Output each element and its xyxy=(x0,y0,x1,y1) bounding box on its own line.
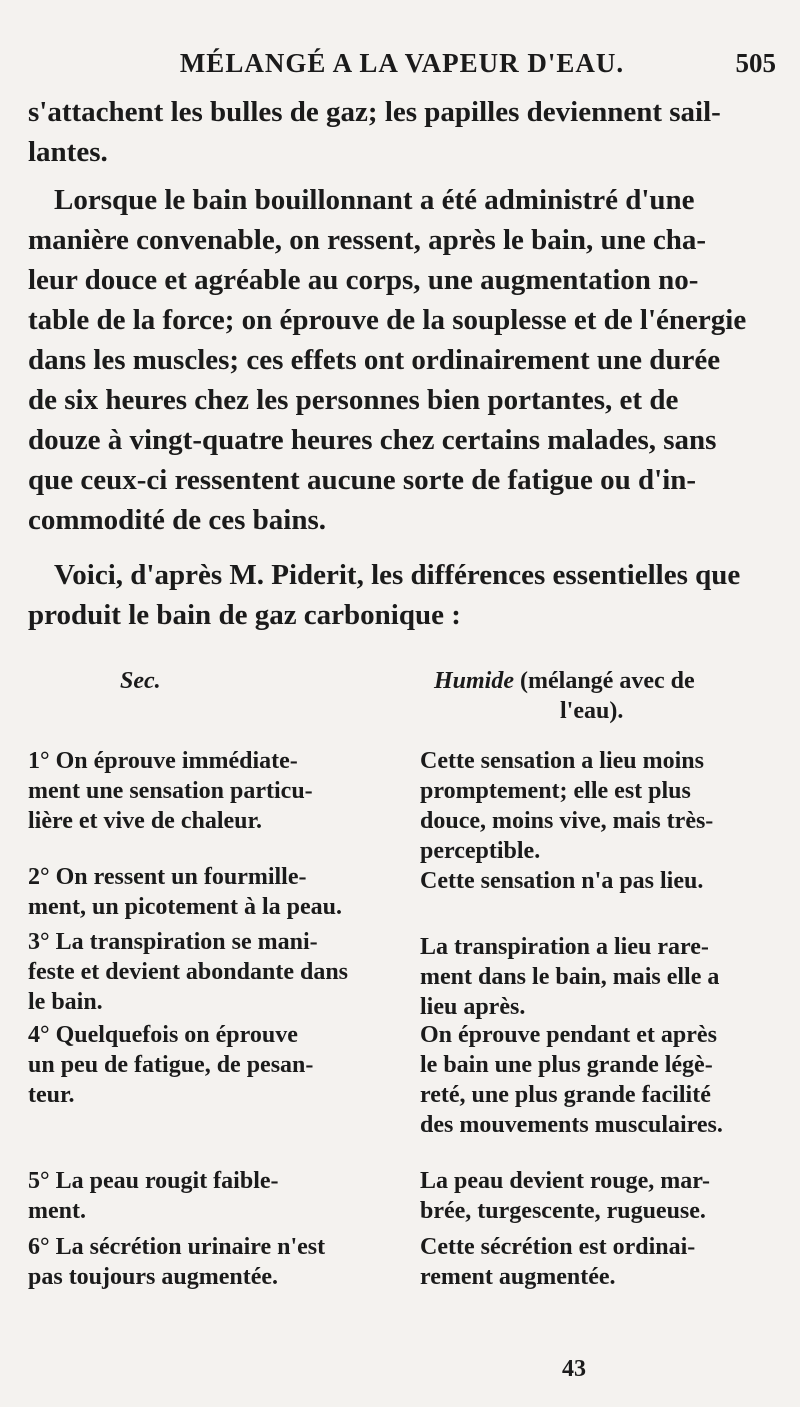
text-line: lieu après. xyxy=(420,994,526,1020)
text-line: dans les muscles; ces effets ont ordinairement une durée xyxy=(28,344,721,376)
text-line: 1° On éprouve immédiate- xyxy=(28,748,298,774)
text-line: Voici, d'après M. Piderit, les différences essentielles que xyxy=(54,559,741,591)
running-header xyxy=(28,48,776,88)
column-header-humid-italic: Humide xyxy=(434,668,515,694)
text-line: de six heures chez les personnes bien portantes, et de xyxy=(28,384,679,416)
text-line: On éprouve pendant et après xyxy=(420,1022,717,1048)
text-line: Cette sécrétion est ordinai- xyxy=(420,1234,696,1260)
text-line: feste et devient abondante dans xyxy=(28,959,349,985)
text-line: Cette sensation n'a pas lieu. xyxy=(420,868,704,894)
humid-entry-3 xyxy=(420,932,780,1022)
text-line: douce, moins vive, mais très- xyxy=(420,808,714,834)
text-line: 4° Quelquefois on éprouve xyxy=(28,1022,298,1048)
text-line: des mouvements musculaires. xyxy=(420,1112,723,1138)
text-line: commodité de ces bains. xyxy=(28,504,327,536)
running-title: MÉLANGÉ A LA VAPEUR D'EAU. xyxy=(179,48,625,78)
text-line: 2° On ressent un fourmille- xyxy=(28,864,307,890)
humid-entry-6 xyxy=(420,1232,780,1292)
humid-entry-4 xyxy=(420,1020,780,1140)
text-line: Lorsque le bain bouillonnant a été administré d'une xyxy=(54,184,695,216)
dry-entry-4 xyxy=(28,1020,393,1110)
dry-entry-5 xyxy=(28,1166,393,1226)
column-header-humid-line2: l'eau). xyxy=(560,698,624,724)
text-line: 6° La sécrétion urinaire n'est xyxy=(28,1234,326,1260)
signature-mark: 43 xyxy=(562,1356,586,1382)
text-line: s'attachent les bulles de gaz; les papilles deviennent sail- xyxy=(28,96,721,128)
humid-entry-1 xyxy=(420,746,780,866)
text-line: teur. xyxy=(28,1082,75,1108)
dry-entry-2 xyxy=(28,862,393,922)
text-line: ment, un picotement à la peau. xyxy=(28,894,342,920)
column-header-dry: Sec. xyxy=(120,668,161,694)
dry-entry-6 xyxy=(28,1232,393,1292)
text-line: produit le bain de gaz carbonique : xyxy=(28,599,461,631)
text-line: manière convenable, on ressent, après le bain, une cha- xyxy=(28,224,707,256)
text-line: perceptible. xyxy=(420,838,541,864)
text-line: Cette sensation a lieu moins xyxy=(420,748,704,774)
text-line: promptement; elle est plus xyxy=(420,778,691,804)
text-line: 5° La peau rougit faible- xyxy=(28,1168,279,1194)
text-line: un peu de fatigue, de pesan- xyxy=(28,1052,314,1078)
text-line: leur douce et agréable au corps, une augmentation no- xyxy=(28,264,699,296)
text-line: lantes. xyxy=(28,136,108,168)
text-line: 3° La transpiration se mani- xyxy=(28,929,318,955)
text-line: La transpiration a lieu rare- xyxy=(420,934,709,960)
paragraph-continuation xyxy=(28,92,774,172)
text-line: rement augmentée. xyxy=(420,1264,616,1290)
dry-entry-3 xyxy=(28,927,393,1017)
column-header-humid-rest: (mélangé avec de xyxy=(514,668,695,694)
text-line: le bain une plus grande légè- xyxy=(420,1052,713,1078)
text-line: douze à vingt-quatre heures chez certains malades, sans xyxy=(28,424,717,456)
text-line: lière et vive de chaleur. xyxy=(28,808,262,834)
text-line: ment. xyxy=(28,1198,86,1224)
text-line: La peau devient rouge, mar- xyxy=(420,1168,710,1194)
page-number: 505 xyxy=(735,48,776,78)
text-line: ment dans le bain, mais elle a xyxy=(420,964,720,990)
column-header-humid xyxy=(434,668,695,695)
text-line: le bain. xyxy=(28,989,103,1015)
text-line: que ceux-ci ressentent aucune sorte de fatigue ou d'in- xyxy=(28,464,697,496)
text-line: brée, turgescente, rugueuse. xyxy=(420,1198,706,1224)
text-line: pas toujours augmentée. xyxy=(28,1264,278,1290)
paragraph-effects xyxy=(28,180,774,540)
text-line: table de la force; on éprouve de la souplesse et de l'énergie xyxy=(28,304,747,336)
humid-entry-5 xyxy=(420,1166,780,1226)
humid-entry-2 xyxy=(420,866,780,896)
text-line: ment une sensation particu- xyxy=(28,778,313,804)
dry-entry-1 xyxy=(28,746,393,836)
paragraph-intro-table xyxy=(28,555,774,635)
text-line: reté, une plus grande facilité xyxy=(420,1082,711,1108)
